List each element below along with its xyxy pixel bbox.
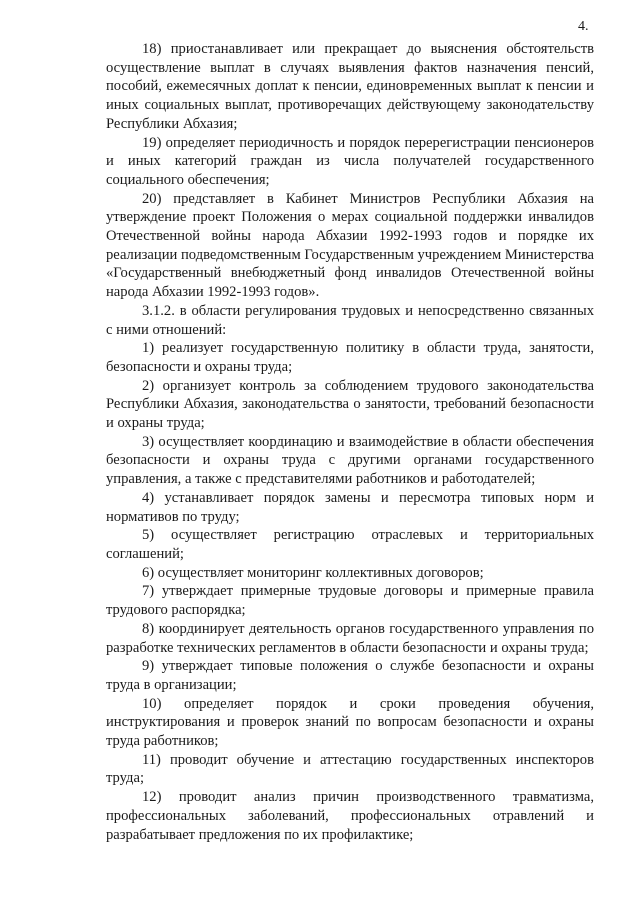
paragraph-item-2: 2) организует контроль за соблюдением трудового законодательства Республики Абхазия, законодательства о занятости, требований безопасности и охраны труда; xyxy=(106,377,594,432)
paragraph-item-5: 5) осуществляет регистрацию отраслевых и территориальных соглашений; xyxy=(106,527,594,562)
paragraph-item-3: 3) осуществляет координацию и взаимодействие в области обеспечения безопасности и охраны труда с другими органами государственного управления, а также с представителями работников и работодателей; xyxy=(106,433,594,488)
paragraph-item-7: 7) утверждает примерные трудовые договоры и примерные правила трудового распорядка; xyxy=(106,583,594,619)
paragraph-item-9: 9) утверждает типовые положения о службе безопасности и охраны труда в организации; xyxy=(106,658,594,693)
page-number: 4. xyxy=(578,19,589,34)
paragraph-item-4: 4) устанавливает порядок замены и пересмотра типовых норм и нормативов по труду; xyxy=(106,489,594,525)
paragraph-item-18: 18) приостанавливает или прекращает до выяснения обстоятельств осуществление выплат в случаях выявления фактов назначения пенсий, пособий, ежемесячных доплат к пенсии, единовременных выплат к пенсии и иных социальных выплат, противоречащих действующему законодательству Республики Абхазия; xyxy=(106,41,594,132)
section-heading-3-1-2: 3.1.2. в области регулирования трудовых и непосредственно связанных с ними отношений: xyxy=(106,302,594,338)
paragraph-item-1: 1) реализует государственную политику в области труда, занятости, безопасности и охраны труда; xyxy=(106,340,594,375)
paragraph-item-10: 10) определяет порядок и сроки проведения обучения, инструктирования и проверок знаний по вопросам безопасности и охраны труда работников; xyxy=(106,695,594,750)
document-body xyxy=(106,40,594,844)
paragraph-item-20: 20) представляет в Кабинет Министров Республики Абхазия на утверждение проект Положения о мерах социальной поддержки инвалидов Отечественной войны народа Абхазии 1992-1993 годов и порядке их реализации подведомственным Государственным учреждением Министерства «Государственный внебюджетный фонд инвалидов Отечественной войны народа Абхазии 1992-1993 годов». xyxy=(106,190,594,301)
paragraph-item-12: 12) проводит анализ причин производственного травматизма, профессиональных заболеваний, профессиональных отравлений и разрабатывает предложения по их профилактике; xyxy=(106,789,594,843)
paragraph-item-19: 19) определяет периодичность и порядок перерегистрации пенсионеров и иных категорий граждан из числа получателей государственного социального обеспечения; xyxy=(106,134,594,188)
paragraph-item-11: 11) проводит обучение и аттестацию государственных инспекторов труда; xyxy=(106,751,594,787)
paragraph-item-8: 8) координирует деятельность органов государственного управления по разработке технических регламентов в области безопасности и охраны труда; xyxy=(106,620,594,656)
paragraph-item-6: 6) осуществляет мониторинг коллективных договоров; xyxy=(142,564,484,581)
